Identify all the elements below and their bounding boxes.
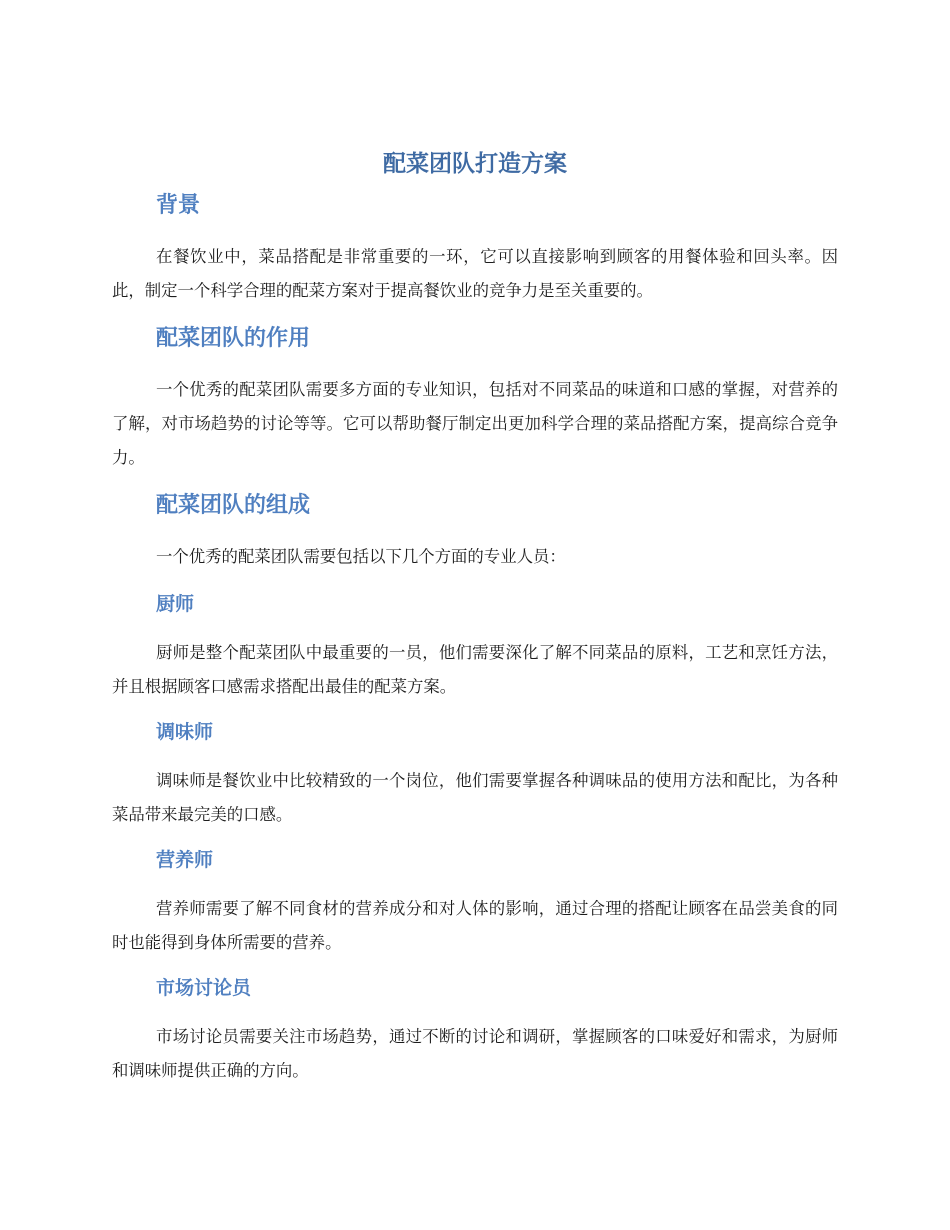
paragraph-seasoner: 调味师是餐饮业中比较精致的一个岗位，他们需要掌握各种调味品的使用方法和配比，为各种菜品带来最完美的口感。 xyxy=(112,771,838,824)
heading-nutritionist: 营养师 xyxy=(156,849,214,871)
paragraph-background: 在餐饮业中，菜品搭配是非常重要的一环，它可以直接影响到顾客的用餐体验和回头率。因此，制定一个科学合理的配菜方案对于提高餐饮业的竞争力是至关重要的。 xyxy=(112,247,838,300)
heading-team-role: 配菜团队的作用 xyxy=(156,326,311,351)
paragraph-market-researcher: 市场讨论员需要关注市场趋势，通过不断的讨论和调研，掌握顾客的口味爱好和需求，为厨师和调味师提供正确的方向。 xyxy=(112,1027,838,1080)
document-title: 配菜团队打造方案 xyxy=(383,151,567,177)
heading-background: 背景 xyxy=(156,193,201,218)
paragraph-nutritionist: 营养师需要了解不同食材的营养成分和对人体的影响，通过合理的搭配让顾客在品尝美食的同时也能得到身体所需要的营养。 xyxy=(112,899,838,952)
heading-seasoner: 调味师 xyxy=(156,721,214,743)
paragraph-chef: 厨师是整个配菜团队中最重要的一员，他们需要深化了解不同菜品的原料，工艺和烹饪方法，并且根据顾客口感需求搭配出最佳的配菜方案。 xyxy=(112,643,838,696)
heading-chef: 厨师 xyxy=(156,593,195,615)
paragraph-team-composition: 一个优秀的配菜团队需要包括以下几个方面的专业人员： xyxy=(156,547,566,566)
heading-market-researcher: 市场讨论员 xyxy=(156,977,252,999)
heading-team-composition: 配菜团队的组成 xyxy=(156,493,311,518)
paragraph-team-role: 一个优秀的配菜团队需要多方面的专业知识，包括对不同菜品的味道和口感的掌握，对营养的了解，对市场趋势的讨论等等。它可以帮助餐厅制定出更加科学合理的菜品搭配方案，提高综合竞争力。 xyxy=(112,380,838,467)
